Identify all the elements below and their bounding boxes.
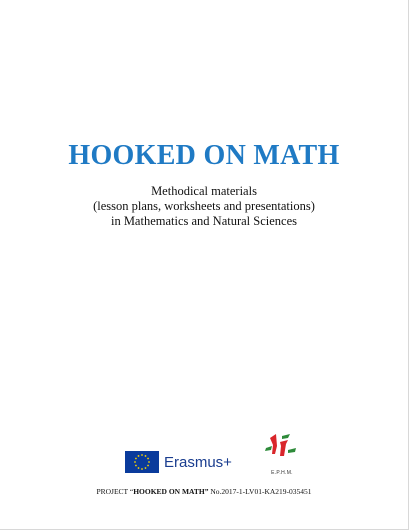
ephm-label: E.P.H.M. (271, 470, 293, 476)
eu-star-icon (135, 458, 137, 460)
eu-star-icon (141, 454, 143, 456)
eu-star-icon (148, 461, 150, 463)
eu-star-icon (135, 465, 137, 467)
eu-star-icon (138, 467, 140, 469)
document-subtitle (0, 184, 408, 229)
project-number: No.2017-1-LV01-KA219-035451 (208, 487, 312, 496)
eu-star-icon (134, 461, 136, 463)
project-name: HOOKED ON MATH” (133, 487, 209, 496)
subtitle-line: in Mathematics and Natural Sciences (110, 214, 298, 228)
subtitle-line: (lesson plans, worksheets and presentations) (93, 199, 315, 213)
eu-star-icon (145, 455, 147, 457)
subtitle-line: Methodical materials (151, 184, 257, 198)
project-prefix: PROJECT “ (96, 487, 134, 496)
erasmus-plus-label: Erasmus+ (164, 454, 232, 471)
eu-star-icon (147, 465, 149, 467)
eu-star-icon (138, 455, 140, 457)
eu-star-icon (145, 467, 147, 469)
eu-flag-icon (125, 451, 159, 473)
project-footer (0, 487, 408, 496)
eu-star-icon (141, 468, 143, 470)
document-title: HOOKED ON MATH (68, 140, 340, 171)
eu-star-icon (147, 458, 149, 460)
